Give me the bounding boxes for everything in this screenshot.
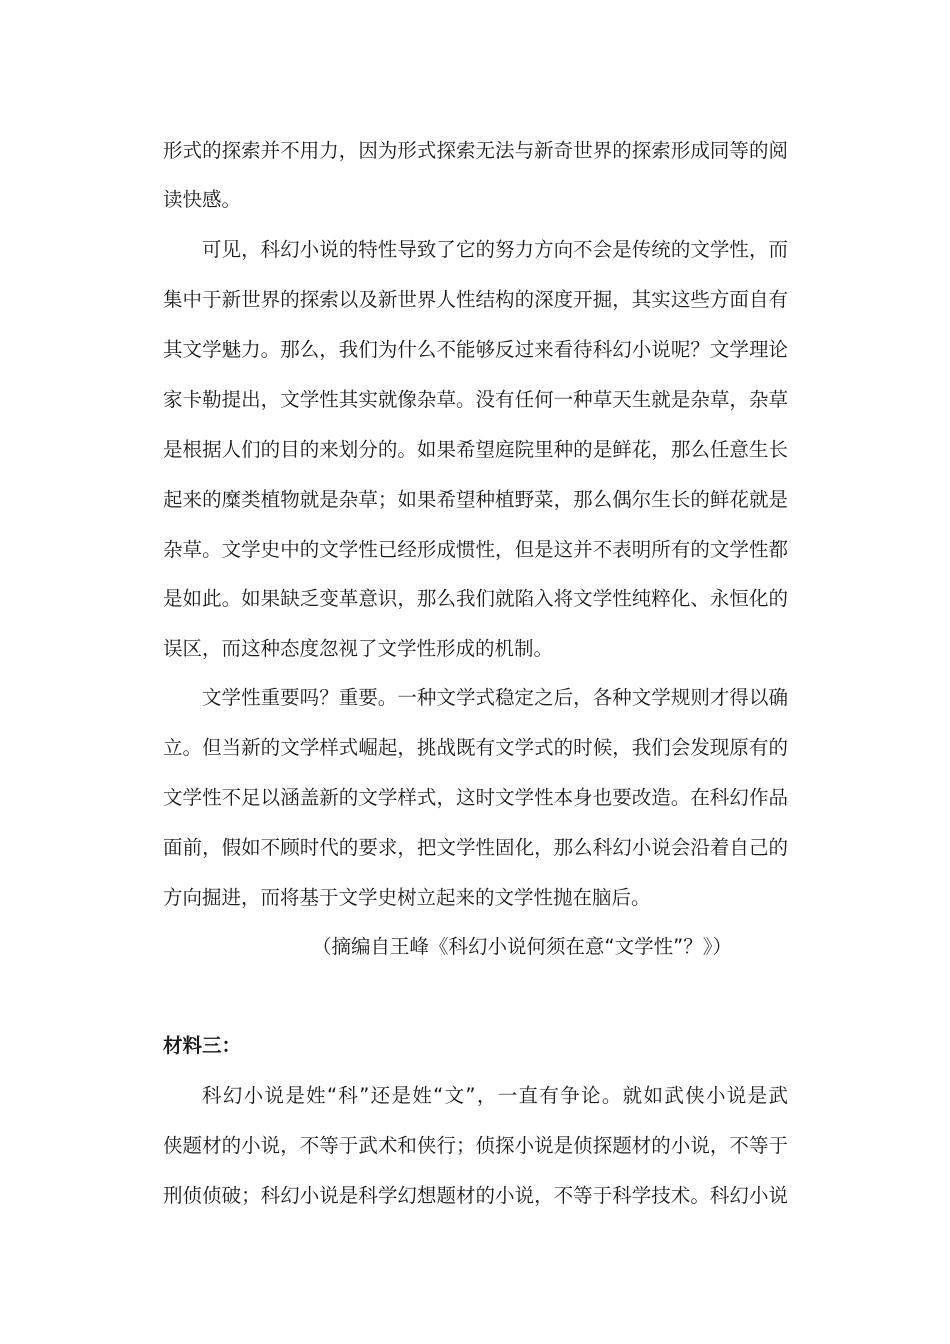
- paragraph-2-line-3: 其文学魅力。那么，我们为什么不能够反过来看待科幻小说呢？文学理论: [163, 338, 788, 361]
- source-citation: （摘编自王峰《科幻小说何须在意“文学性”？》）: [312, 935, 732, 958]
- paragraph-2-line-5: 是根据人们的目的来划分的。如果希望庭院里种的是鲜花，那么任意生长: [163, 438, 788, 461]
- paragraph-3-line-1: 文学性重要吗？重要。一种文学式稳定之后，各种文学规则才得以确: [202, 686, 788, 709]
- paragraph-4-line-2: 侠题材的小说，不等于武术和侠行；侦探小说是侦探题材的小说，不等于: [163, 1134, 788, 1157]
- paragraph-2-line-4: 家卡勒提出，文学性其实就像杂草。没有任何一种草天生就是杂草，杂草: [163, 388, 788, 411]
- paragraph-3-line-2: 立。但当新的文学样式崛起，挑战既有文学式的时候，我们会发现原有的: [163, 736, 788, 759]
- paragraph-2-line-7: 杂草。文学史中的文学性已经形成惯性，但是这并不表明所有的文学性都: [163, 538, 788, 561]
- paragraph-4-line-3: 刑侦侦破；科幻小说是科学幻想题材的小说，不等于科学技术。科幻小说: [163, 1184, 788, 1207]
- paragraph-4-line-1: 科幻小说是姓“科”还是姓“文”，一直有争论。就如武侠小说是武: [202, 1084, 788, 1107]
- paragraph-2-line-6: 起来的糜类植物就是杂草；如果希望种植野菜，那么偶尔生长的鲜花就是: [163, 488, 788, 511]
- paragraph-2-line-9: 误区，而这种态度忽视了文学性形成的机制。: [163, 637, 554, 660]
- paragraph-2-line-1: 可见，科幻小说的特性导致了它的努力方向不会是传统的文学性，而: [202, 238, 788, 261]
- paragraph-1-line-1: 形式的探索并不用力，因为形式探索无法与新奇世界的探索形成同等的阅: [163, 139, 788, 162]
- paragraph-3-line-3: 文学性不足以涵盖新的文学样式，这时文学性本身也要改造。在科幻作品: [163, 786, 788, 809]
- paragraph-2-line-8: 是如此。如果缺乏变革意识，那么我们就陷入将文学性纯粹化、永恒化的: [163, 587, 788, 610]
- paragraph-3-line-5: 方向掘进，而将基于文学史树立起来的文学性抛在脑后。: [163, 886, 651, 909]
- paragraph-3-line-4: 面前，假如不顾时代的要求，把文学性固化，那么科幻小说会沿着自己的: [163, 836, 788, 859]
- paragraph-1-line-2: 读快感。: [163, 188, 242, 211]
- paragraph-2-line-2: 集中于新世界的探索以及新世界人性结构的深度开掘，其实这些方面自有: [163, 288, 788, 311]
- section-heading-material-3: 材料三：: [163, 1034, 242, 1057]
